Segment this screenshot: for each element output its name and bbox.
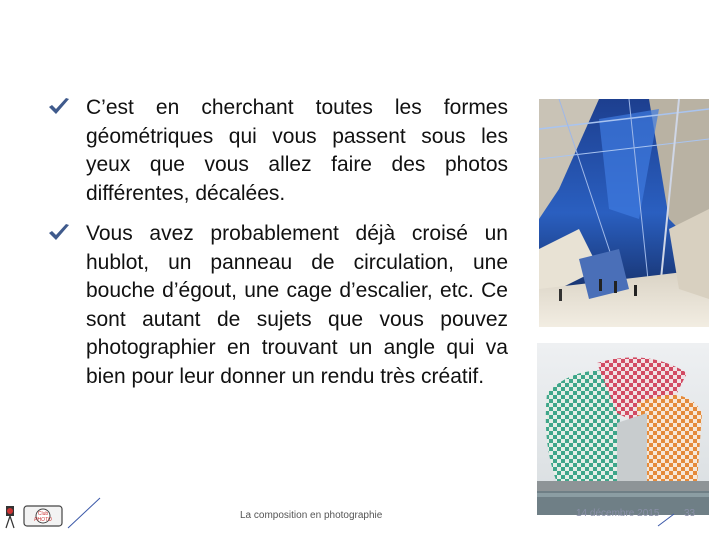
checkmark-icon (48, 223, 70, 243)
club-photo-logo (4, 500, 64, 530)
svg-text:PHOTO: PHOTO (34, 517, 52, 523)
svg-text:Club: Club (37, 511, 49, 517)
footer-presentation-title: La composition en photographie (240, 510, 383, 521)
architecture-interior-photo (539, 99, 709, 327)
bullet-item (48, 220, 508, 391)
footer-separator-line (656, 508, 676, 528)
checkmark-icon (48, 97, 70, 117)
footer-page-number: 33 (684, 508, 696, 519)
bullet-text: Vous avez probablement déjà croisé un hublot, un panneau de circulation, une bouche d’égout, une cage d’escalier, etc. Ce sont autant de sujets que vous pouvez photographier en trouvant un angle qui va bien pour leur donner un rendu très créatif. (86, 222, 508, 388)
bullet-text: C’est en cherchant toutes les formes géométriques qui vous passent sous les yeux que vous allez faire des photos différentes, décalées. (86, 96, 508, 205)
footer-date: 14 décembre 2015 (576, 508, 660, 519)
bullet-item (48, 94, 508, 208)
colorful-facade-photo (537, 343, 709, 515)
footer-diagonal-line (64, 496, 104, 530)
bullet-list (48, 94, 508, 403)
